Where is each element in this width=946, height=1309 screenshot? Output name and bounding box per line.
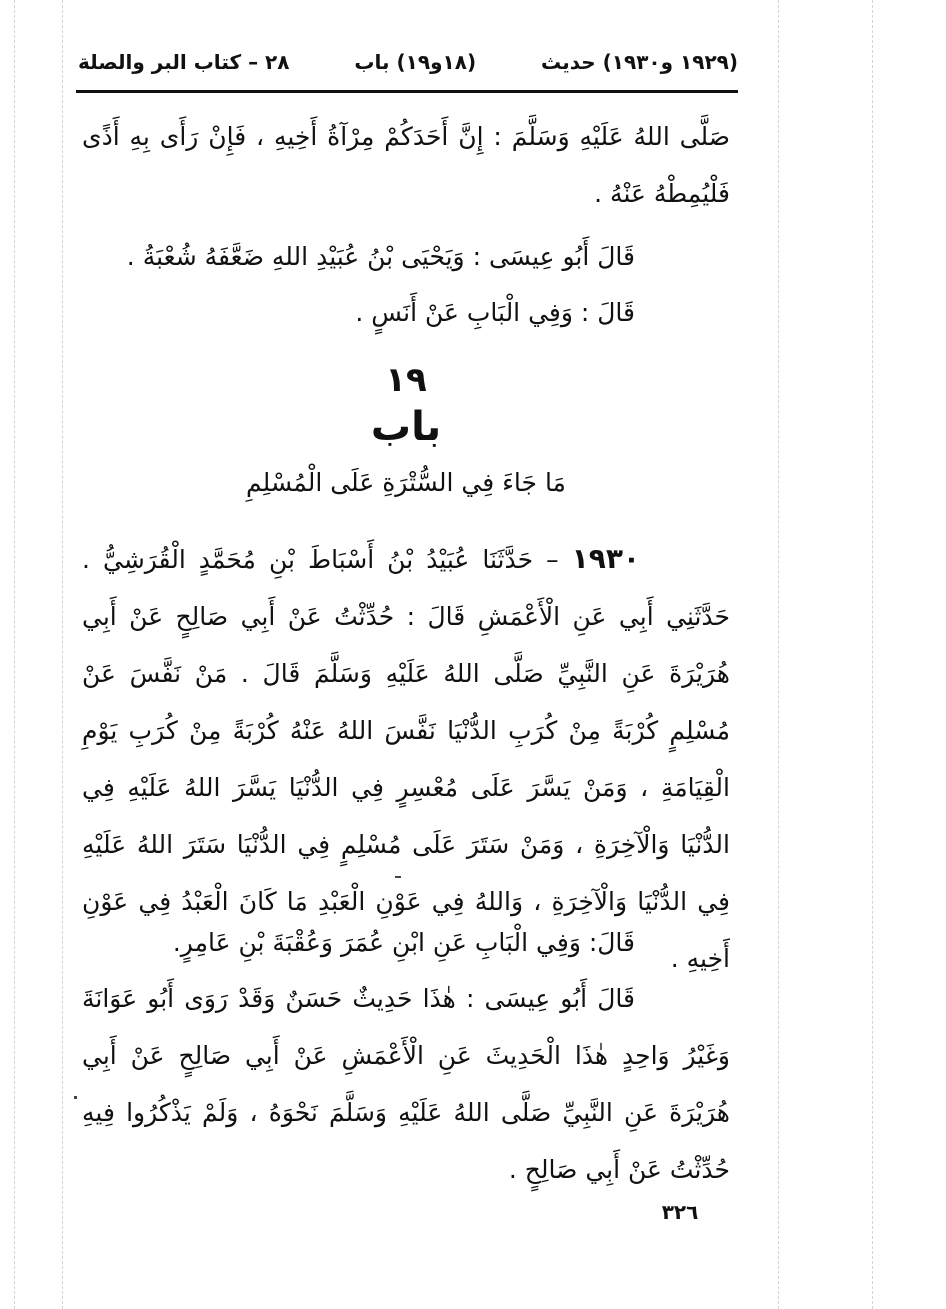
- scan-speck: [74, 1096, 77, 1099]
- author-note: قَالَ أَبُو عِيسَى : وَيَحْيَى بْنُ عُبَيْدِ اللهِ ضَعَّفَهُ شُعْبَةُ .: [126, 242, 635, 271]
- grading-paragraph: قَالَ أَبُو عِيسَى : هٰذَا حَدِيثٌ حَسَنٌ وَقَدْ رَوَى أَبُو عَوَانَةَ وَغَيْرُ وَاحِدٍ هٰذَا الْحَدِيثَ عَنِ الْأَعْمَشِ عَنْ أَبِي صَالِحٍ عَنْ أَبِي هُرَيْرَةَ عَنِ النَّبِيِّ صَلَّى اللهُ عَلَيْهِ وَسَلَّمَ نَحْوَهُ ، وَلَمْ يَذْكُرُوا فِيهِ حُدِّثْتُ عَنْ أَبِي صَالِحٍ .: [82, 984, 730, 1184]
- bab-note: قَالَ : وَفِي الْبَابِ عَنْ أَنَسٍ .: [355, 298, 635, 327]
- header-rule: [76, 90, 738, 93]
- page-number: ٣٢٦: [661, 1200, 699, 1224]
- hadith-text: حَدَّثَنَا عُبَيْدُ بْنُ أَسْبَاطَ بْنِ مُحَمَّدٍ الْقُرَشِيُّ . حَدَّثَنِي أَبِي عَنِ الْأَعْمَشِ قَالَ : حُدِّثْتُ عَنْ أَبِي صَالِحٍ عَنْ أَبِي هُرَيْرَةَ عَنِ النَّبِيِّ صَلَّى اللهُ عَلَيْهِ وَسَلَّمَ قَالَ . مَنْ نَفَّسَ عَنْ مُسْلِمٍ كُرْبَةً مِنْ كُرَبِ الدُّنْيَا نَفَّسَ اللهُ عَنْهُ كُرْبَةً مِنْ كُرَبِ يَوْمِ الْقِيَامَةِ ، وَمَنْ يَسَّرَ عَلَى مُعْسِرٍ فِي الدُّنْيَا يَسَّرَ اللهُ عَلَيْهِ فِي الدُّنْيَا وَالْآخِرَةِ ، وَمَنْ سَتَرَ عَلَى مُسْلِمٍ فِي الدُّنْيَا سَتَرَ اللهُ عَلَيْهِ فِي الدُّنْيَا وَالْآخِرَةِ ، وَاللهُ فِي عَوْنِ الْعَبْدِ مَا كَانَ الْعَبْدُ فِي عَوْنِ أَخِيهِ .: [82, 545, 730, 973]
- chapter-heading: باب: [370, 404, 442, 450]
- scan-guide-line: [14, 0, 15, 1309]
- header-hadith-ref: (١٩٢٩ و١٩٣٠) حديث: [541, 50, 738, 74]
- chapter-title: مَا جَاءَ فِي السُّتْرَةِ عَلَى الْمُسْلِمِ: [246, 468, 566, 497]
- scan-speck: [395, 876, 401, 878]
- scan-guide-line: [778, 0, 779, 1309]
- scan-guide-line: [872, 0, 873, 1309]
- running-header: [78, 42, 738, 82]
- bab-note: قَالَ: وَفِي الْبَابِ عَنِ ابْنِ عُمَرَ وَعُقْبَةَ بْنِ عَامِرٍ.: [172, 928, 635, 957]
- hadith-number: ١٩٣٠: [571, 542, 640, 575]
- header-page-label: ٢٨ – كتاب البر والصلة: [78, 50, 290, 74]
- header-chapter-ref: (١٨و١٩) باب: [354, 50, 477, 74]
- continuation-paragraph: صَلَّى اللهُ عَلَيْهِ وَسَلَّمَ : إِنَّ أَحَدَكُمْ مِرْآةُ أَخِيهِ ، فَإِنْ رَأَى بِهِ أَذًى فَلْيُمِطْهُ عَنْهُ .: [82, 122, 730, 208]
- chapter-number: ١٩: [385, 360, 427, 400]
- hadith-dash: –: [533, 545, 572, 574]
- scan-guide-line: [62, 0, 63, 1309]
